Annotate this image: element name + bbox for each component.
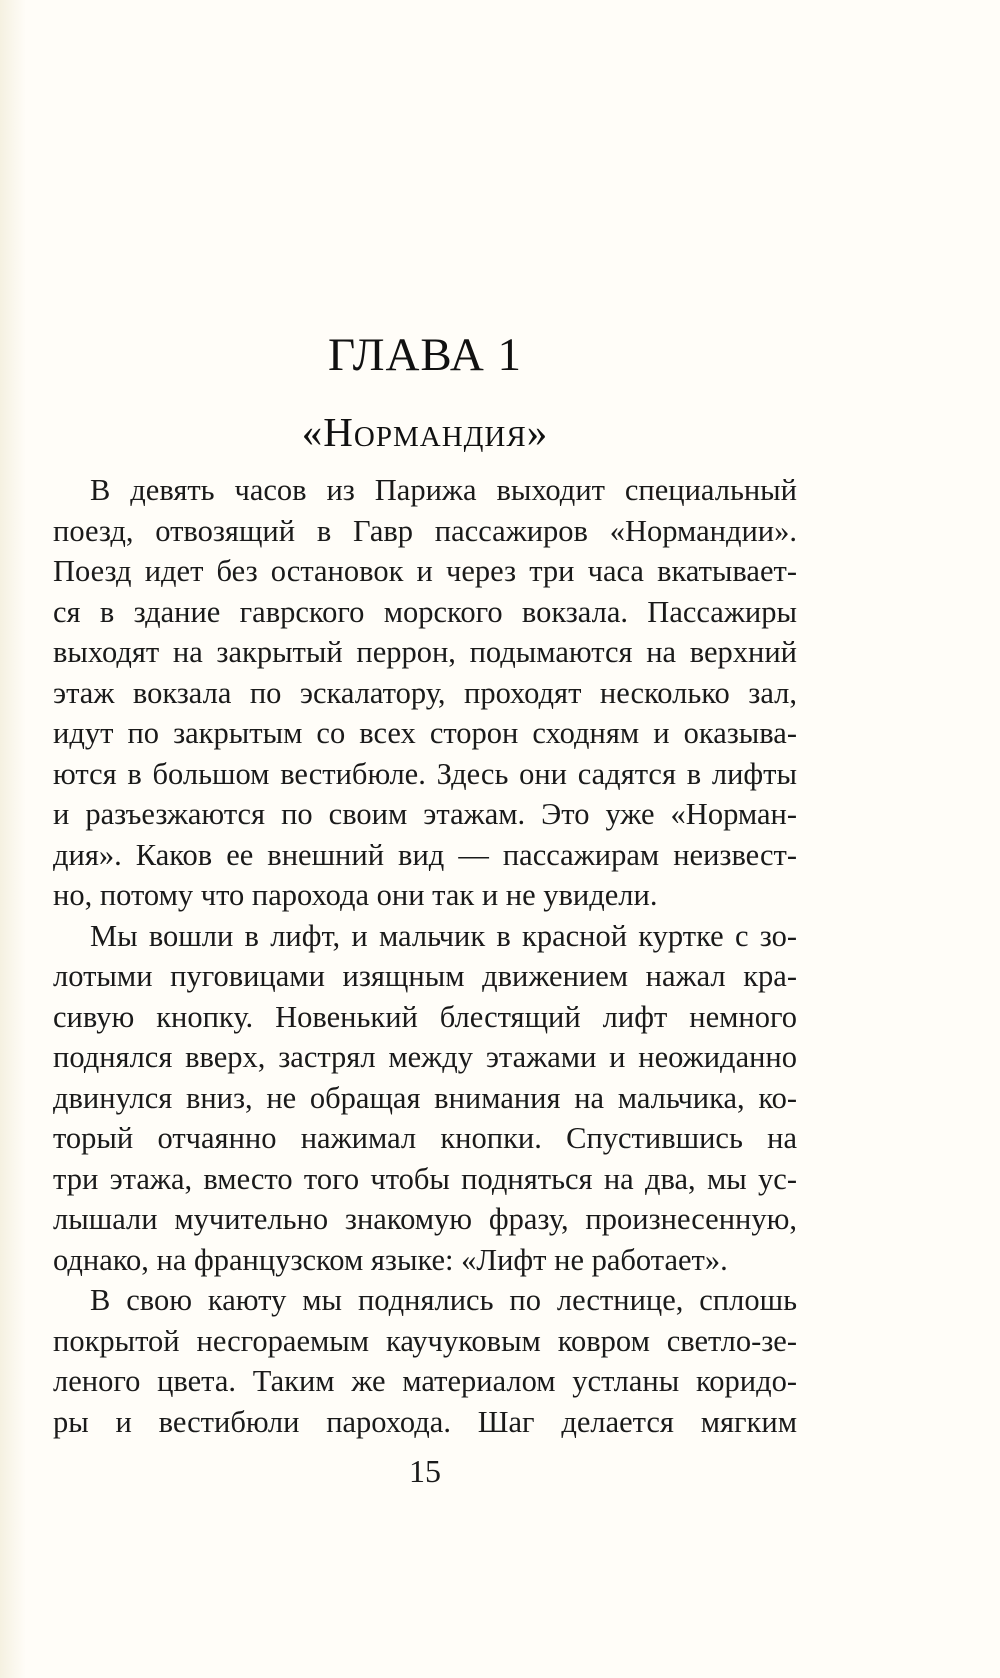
text-line: двинулся вниз, не обращая внимания на мальчика, ко- — [53, 1080, 797, 1115]
chapter-title: ГЛАВА 1 — [327, 329, 523, 381]
text-line: идут по закрытым со всех сторон сходням и оказыва- — [53, 716, 797, 750]
text-line: выходят на закрытый перрон, подымаются на верхний — [53, 635, 797, 669]
body-text — [53, 470, 797, 1442]
text-line: и разъезжаются по своим этажам. Это уже «Норман- — [53, 797, 797, 831]
text-line: этаж вокзала по эскалатору, проходят несколько зал, — [53, 675, 797, 710]
text-line: сивую кнопку. Новенький блестящий лифт немного — [53, 999, 797, 1034]
text-line: дия». Каков ее внешний вид — пассажирам неизвест- — [53, 837, 797, 872]
text-line: ры и вестибюли парохода. Шаг делается мягким — [53, 1404, 797, 1439]
text-line: ются в большом вестибюле. Здесь они садятся в лифты — [53, 756, 797, 791]
text-line: леного цвета. Таким же материалом устланы коридо- — [53, 1364, 797, 1398]
text-line: лышали мучительно знакомую фразу, произнесенную, — [53, 1202, 797, 1236]
page-gutter-shadow — [0, 0, 26, 1678]
text-line: лотыми пуговицами изящным движением нажал кра- — [53, 959, 797, 993]
text-line: В девять часов из Парижа выходит специальный — [90, 473, 797, 507]
chapter-subtitle: «Нормандия» — [301, 409, 549, 455]
text-line: торый отчаянно нажимал кнопки. Спустившись на — [53, 1121, 797, 1155]
text-line: Мы вошли в лифт, и мальчик в красной куртке с зо- — [90, 918, 797, 953]
text-line: три этажа, вместо того чтобы подняться на два, мы ус- — [53, 1161, 797, 1196]
text-line: поднялся вверх, застрял между этажами и неожиданно — [53, 1040, 797, 1074]
text-line: В свою каюту мы поднялись по лестнице, сплошь — [90, 1283, 797, 1317]
text-line: поезд, отвозящий в Гавр пассажиров «Нормандии». — [53, 513, 797, 548]
text-line: но, потому что парохода они так и не увидели. — [53, 878, 658, 912]
text-line: однако, на французском языке: «Лифт не работает». — [53, 1242, 728, 1277]
text-line: покрытой несгораемым каучуковым ковром светло-зе- — [53, 1323, 797, 1358]
text-line: ся в здание гаврского морского вокзала. Пассажиры — [53, 594, 797, 629]
page-number: 15 — [409, 1453, 441, 1489]
text-line: Поезд идет без остановок и через три часа вкатывает- — [53, 554, 797, 588]
